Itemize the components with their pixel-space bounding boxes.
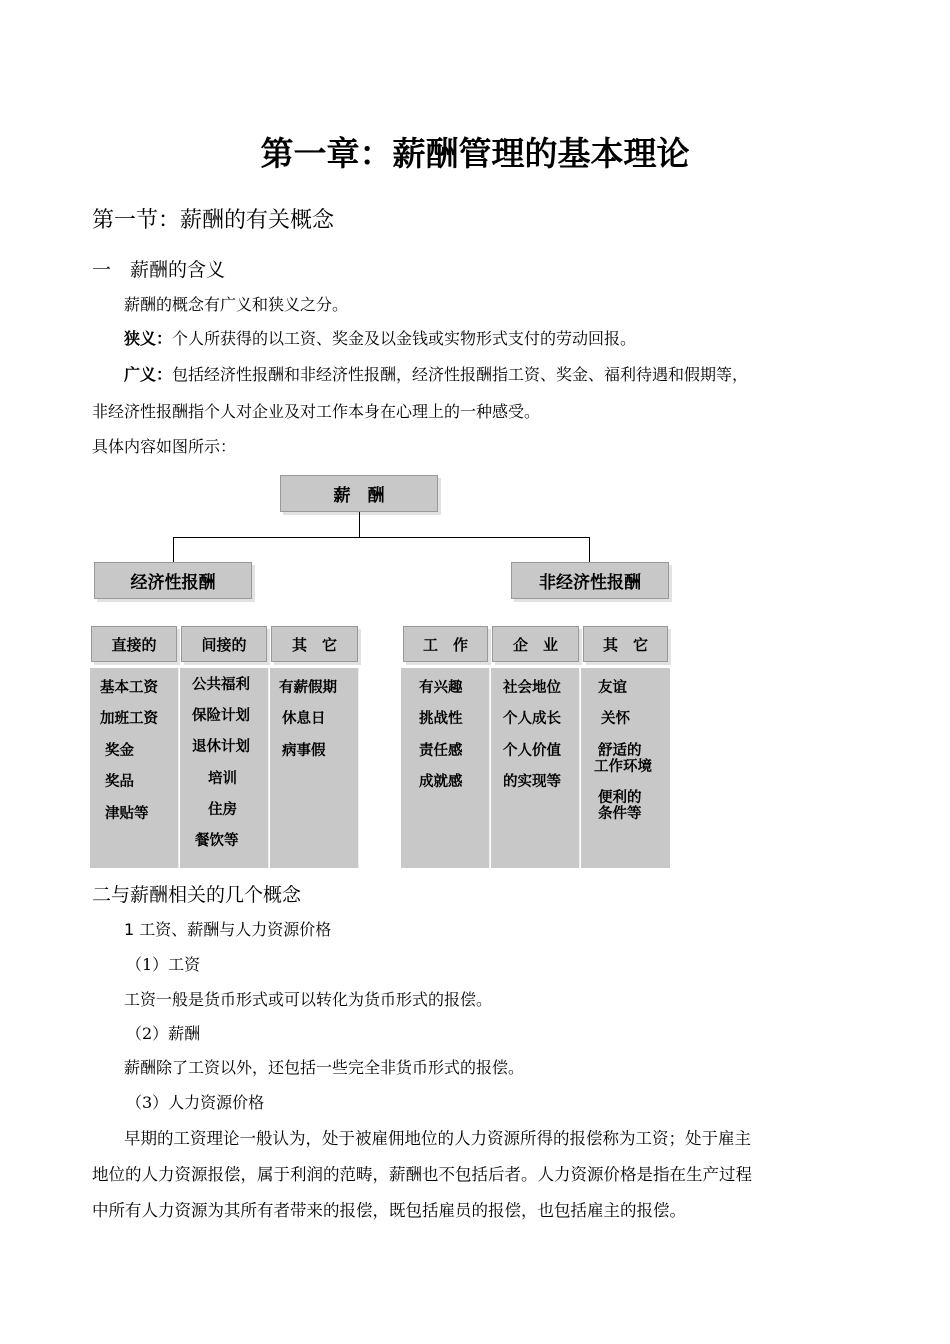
list-item: 挑战性	[419, 711, 463, 727]
page-title: 第一章：薪酬管理的基本理论	[260, 134, 690, 173]
narrow-label: 狭义：	[124, 329, 173, 348]
connector	[359, 512, 360, 538]
paragraph: 地位的人力资源报偿，属于利润的范畴，薪酬也不包括后者。人力资源价格是指在生产过程	[92, 1165, 752, 1184]
column-work	[401, 668, 490, 868]
list-item: 条件等	[598, 806, 642, 822]
header-indirect: 间接的	[181, 626, 267, 662]
list-item: 住房	[208, 802, 237, 818]
list-item: 社会地位	[503, 680, 561, 696]
column-indirect	[180, 668, 269, 868]
connector	[173, 537, 590, 538]
list-item: 关怀	[601, 711, 630, 727]
header-work: 工 作	[403, 626, 488, 662]
broad-label: 广义：	[124, 365, 173, 384]
list-item: 公共福利	[192, 677, 250, 693]
list-item: 加班工资	[100, 711, 158, 727]
paragraph: 薪酬除了工资以外，还包括一些完全非货币形式的报偿。	[124, 1058, 525, 1077]
list-item: 便利的	[598, 790, 642, 806]
header-direct: 直接的	[91, 626, 177, 662]
header-enterprise: 企 业	[492, 626, 579, 662]
narrow-text: 个人所获得的以工资、奖金及以金钱或实物形式支付的劳动回报。	[172, 329, 637, 348]
paragraph: 薪酬的概念有广义和狭义之分。	[124, 295, 349, 314]
list-item: 工作环境	[594, 759, 652, 775]
narrow-definition	[124, 326, 636, 349]
column-direct	[90, 668, 179, 868]
column-other-right	[581, 668, 670, 868]
list-item: 有薪假期	[279, 680, 337, 696]
sub-item: （1）工资	[126, 955, 201, 974]
section-heading: 第一节：薪酬的有关概念	[92, 208, 335, 233]
list-item: 有兴趣	[419, 680, 463, 696]
broad-definition	[124, 362, 748, 385]
diagram-root-box: 薪 酬	[280, 475, 438, 512]
list-item: 个人价值	[503, 743, 561, 759]
header-other-right: 其 它	[583, 626, 668, 662]
list-item: 责任感	[419, 743, 463, 759]
list-item: 退休计划	[192, 739, 250, 755]
broad-text: 包括经济性报酬和非经济性报酬，经济性报酬指工资、奖金、福利待遇和假期等，	[172, 365, 749, 384]
paragraph: 非经济性报酬指个人对企业及对工作本身在心理上的一种感受。	[92, 402, 541, 421]
list-item: 成就感	[419, 774, 463, 790]
column-enterprise	[491, 668, 580, 868]
list-item: 餐饮等	[195, 833, 239, 849]
list-item: 保险计划	[192, 708, 250, 724]
list-item: 休息日	[282, 711, 326, 727]
section-heading-2: 二与薪酬相关的几个概念	[92, 884, 302, 906]
non-economic-reward-box: 非经济性报酬	[511, 562, 669, 599]
list-item: 友谊	[598, 680, 627, 696]
list-item: 病事假	[282, 743, 326, 759]
connector	[173, 537, 174, 563]
list-item: 舒适的	[598, 743, 642, 759]
paragraph: 具体内容如图所示：	[92, 437, 237, 456]
list-item: 奖品	[105, 774, 134, 790]
list-item: 津贴等	[105, 806, 149, 822]
paragraph: 早期的工资理论一般认为，处于被雇佣地位的人力资源所得的报偿称为工资；处于雇主	[124, 1129, 751, 1148]
economic-reward-box: 经济性报酬	[94, 562, 252, 599]
column-other-left	[270, 668, 359, 868]
sub-item: （3）人力资源价格	[126, 1093, 265, 1112]
list-item: 的实现等	[503, 774, 561, 790]
list-item: 个人成长	[503, 711, 561, 727]
paragraph: 中所有人力资源为其所有者带来的报偿，既包括雇员的报偿，也包括雇主的报偿。	[92, 1201, 686, 1220]
numbered-item: 1 工资、薪酬与人力资源价格	[124, 920, 332, 939]
header-other-left: 其 它	[271, 626, 358, 662]
sub-item: （2）薪酬	[126, 1024, 201, 1043]
subsection-heading: 一 薪酬的含义	[92, 259, 226, 281]
list-item: 基本工资	[100, 680, 158, 696]
paragraph: 工资一般是货币形式或可以转化为货币形式的报偿。	[124, 990, 493, 1009]
connector	[589, 537, 590, 563]
list-item: 奖金	[105, 743, 134, 759]
list-item: 培训	[208, 771, 237, 787]
